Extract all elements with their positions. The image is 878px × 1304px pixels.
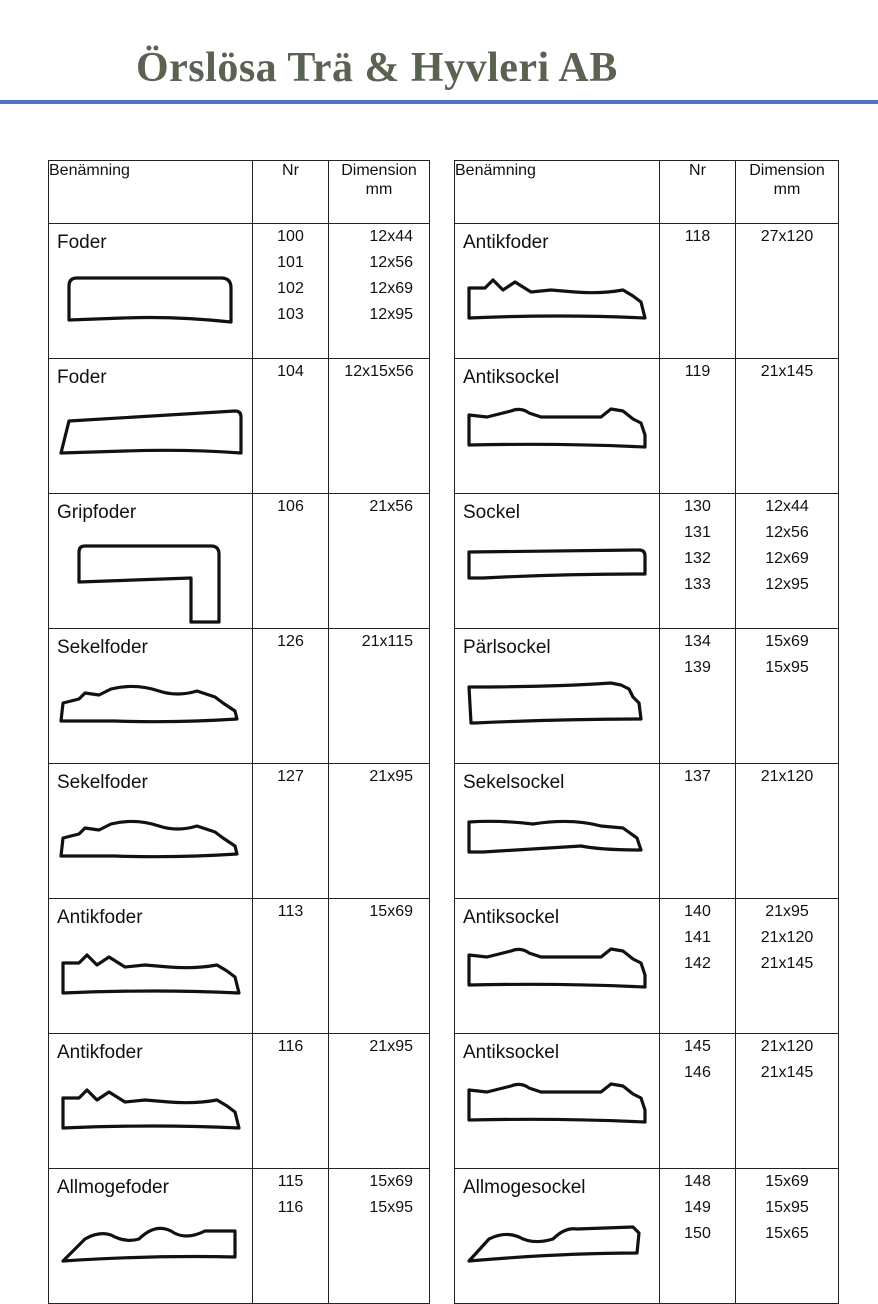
article-number: 142 (684, 955, 711, 972)
table-row (49, 1034, 430, 1169)
table-header-row (455, 161, 839, 224)
dimension-label: Dimension (341, 162, 417, 179)
dimension-cell (329, 899, 430, 1034)
dimension-value: 15x69 (369, 1173, 413, 1190)
dimension-cell (329, 224, 430, 359)
dimension-value: 21x95 (765, 903, 809, 920)
article-number: 113 (277, 903, 304, 920)
dimension-value: 21x115 (361, 633, 413, 650)
dimension-value: 12x69 (369, 280, 413, 297)
article-number: 106 (277, 498, 304, 515)
antik-profile-icon (461, 268, 653, 358)
column-header-dimension (329, 161, 430, 224)
nr-cell (253, 224, 329, 359)
dimension-value: 21x56 (369, 498, 413, 515)
table-row (455, 629, 839, 764)
column-header-name: Benämning (455, 161, 660, 224)
dimension-label: Dimension (749, 162, 825, 179)
table-header-row (49, 161, 430, 224)
profile-name: Foder (57, 232, 107, 253)
article-number: 119 (684, 363, 711, 380)
dimension-cell (329, 494, 430, 629)
sockel-profile-icon (461, 538, 653, 628)
dimension-value: 12x69 (765, 550, 809, 567)
profile-cell (455, 224, 660, 359)
profile-cell (455, 1169, 660, 1304)
profile-cell (49, 1169, 253, 1304)
dimension-cell (736, 1034, 839, 1169)
article-number: 131 (684, 524, 711, 541)
dimension-cell (736, 494, 839, 629)
table-row (49, 494, 430, 629)
article-number: 137 (684, 768, 711, 785)
nr-cell (660, 359, 736, 494)
profile-cell (49, 764, 253, 899)
nr-cell (253, 899, 329, 1034)
allmoge-sockel-profile-icon (461, 1213, 653, 1303)
article-number: 148 (684, 1173, 711, 1190)
article-number: 133 (684, 576, 711, 593)
dimension-cell (736, 1169, 839, 1304)
profile-name: Sekelfoder (57, 637, 148, 658)
dimension-cell (329, 1034, 430, 1169)
article-number: 116 (277, 1038, 304, 1055)
allmoge-profile-icon (55, 1213, 247, 1303)
parl-sockel-profile-icon (461, 673, 653, 763)
profile-name: Pärlsockel (463, 637, 551, 658)
table-row (49, 359, 430, 494)
table-row (49, 1169, 430, 1304)
article-number: 115 (277, 1173, 304, 1190)
profile-name: Sekelsockel (463, 772, 565, 793)
article-number: 130 (684, 498, 711, 515)
antik-sockel-profile-icon (461, 403, 653, 493)
profile-name: Antiksockel (463, 367, 560, 388)
dimension-value: 15x95 (369, 1199, 413, 1216)
dimension-value: 21x95 (369, 768, 413, 785)
profile-table-right (454, 160, 839, 1304)
dimension-value: 21x145 (760, 955, 814, 972)
dimension-value: 12x56 (765, 524, 809, 541)
profile-cell (455, 1034, 660, 1169)
profile-cell (49, 899, 253, 1034)
sekel-profile-icon (55, 808, 247, 898)
nr-cell (660, 1169, 736, 1304)
article-number: 127 (277, 768, 304, 785)
dimension-value: 21x120 (760, 1038, 814, 1055)
profile-name: Allmogefoder (57, 1177, 169, 1198)
dimension-value: 15x95 (765, 659, 809, 676)
article-number: 134 (684, 633, 711, 650)
dimension-value: 12x95 (765, 576, 809, 593)
table-row (49, 899, 430, 1034)
article-number: 100 (277, 228, 304, 245)
dimension-value: 21x120 (760, 929, 814, 946)
dimension-value: 12x44 (369, 228, 413, 245)
article-number: 116 (277, 1199, 304, 1216)
article-number: 150 (684, 1225, 711, 1242)
dimension-cell (736, 224, 839, 359)
profile-cell (455, 359, 660, 494)
article-number: 145 (684, 1038, 711, 1055)
nr-cell (660, 1034, 736, 1169)
page-title: Örslösa Trä & Hyvleri AB (136, 45, 618, 91)
nr-cell (660, 764, 736, 899)
dimension-value: 15x65 (765, 1225, 809, 1242)
antik-sockel-profile-icon (461, 1078, 653, 1168)
dimension-cell (736, 359, 839, 494)
profile-cell (49, 494, 253, 629)
nr-cell (253, 1034, 329, 1169)
profile-table-left (48, 160, 430, 1304)
nr-cell (660, 899, 736, 1034)
table-row (455, 224, 839, 359)
l-shaped-profile-icon (55, 538, 247, 628)
dimension-value: 21x145 (760, 1064, 814, 1081)
table-row (455, 494, 839, 629)
dimension-cell (736, 899, 839, 1034)
profile-name: Foder (57, 367, 107, 388)
dimension-value: 27x120 (760, 228, 814, 245)
sekel-profile-icon (55, 673, 247, 763)
column-header-nr: Nr (660, 161, 736, 224)
article-number: 118 (684, 228, 711, 245)
antik-sockel-profile-icon (461, 943, 653, 1033)
article-number: 132 (684, 550, 711, 567)
table-row (455, 1034, 839, 1169)
dimension-value: 15x95 (765, 1199, 809, 1216)
article-number: 139 (684, 659, 711, 676)
dimension-value: 15x69 (765, 633, 809, 650)
table-row (49, 629, 430, 764)
table-row (455, 764, 839, 899)
article-number: 104 (277, 363, 304, 380)
dimension-value: 12x44 (765, 498, 809, 515)
profile-cell (49, 224, 253, 359)
profile-name: Sekelfoder (57, 772, 148, 793)
profile-name: Antikfoder (57, 1042, 143, 1063)
dimension-cell (329, 764, 430, 899)
antik-profile-icon (55, 943, 247, 1033)
dimension-value: 21x95 (369, 1038, 413, 1055)
article-number: 141 (684, 929, 711, 946)
nr-cell (253, 494, 329, 629)
nr-cell (660, 629, 736, 764)
dimension-cell (736, 764, 839, 899)
article-number: 101 (277, 254, 304, 271)
dimension-value: 12x95 (369, 306, 413, 323)
profile-name: Antiksockel (463, 1042, 560, 1063)
dimension-value: 15x69 (765, 1173, 809, 1190)
profile-name: Sockel (463, 502, 521, 523)
article-number: 146 (684, 1064, 711, 1081)
antik-profile-icon (55, 1078, 247, 1168)
profile-cell (455, 629, 660, 764)
dimension-cell (736, 629, 839, 764)
nr-cell (253, 359, 329, 494)
nr-cell (253, 1169, 329, 1304)
tapered-foder-profile-icon (55, 403, 247, 493)
table-row (455, 1169, 839, 1304)
table-row (49, 224, 430, 359)
profile-cell (455, 494, 660, 629)
dimension-value: 12x56 (369, 254, 413, 271)
article-number: 140 (684, 903, 711, 920)
nr-cell (660, 494, 736, 629)
sekel-sockel-profile-icon (461, 808, 653, 898)
flat-foder-profile-icon (55, 268, 247, 358)
profile-name: Antikfoder (463, 232, 549, 253)
profile-name: Allmogesockel (463, 1177, 586, 1198)
profile-cell (455, 899, 660, 1034)
table-row (455, 899, 839, 1034)
profile-cell (455, 764, 660, 899)
dimension-cell (329, 359, 430, 494)
dimension-value: 12x15x56 (344, 363, 414, 380)
profile-cell (49, 629, 253, 764)
dimension-cell (329, 1169, 430, 1304)
profile-cell (49, 1034, 253, 1169)
header-divider (0, 100, 878, 104)
article-number: 149 (684, 1199, 711, 1216)
dimension-unit: mm (365, 181, 393, 198)
profile-name: Antiksockel (463, 907, 560, 928)
article-number: 126 (277, 633, 304, 650)
table-row (49, 764, 430, 899)
dimension-value: 15x69 (369, 903, 413, 920)
column-header-dimension (736, 161, 839, 224)
nr-cell (253, 629, 329, 764)
nr-cell (660, 224, 736, 359)
article-number: 103 (277, 306, 304, 323)
dimension-value: 21x120 (760, 768, 814, 785)
nr-cell (253, 764, 329, 899)
profile-name: Antikfoder (57, 907, 143, 928)
column-header-nr: Nr (253, 161, 329, 224)
profile-name: Gripfoder (57, 502, 137, 523)
profile-cell (49, 359, 253, 494)
article-number: 102 (277, 280, 304, 297)
dimension-cell (329, 629, 430, 764)
dimension-value: 21x145 (760, 363, 814, 380)
table-row (455, 359, 839, 494)
column-header-name: Benämning (49, 161, 253, 224)
dimension-unit: mm (773, 181, 801, 198)
